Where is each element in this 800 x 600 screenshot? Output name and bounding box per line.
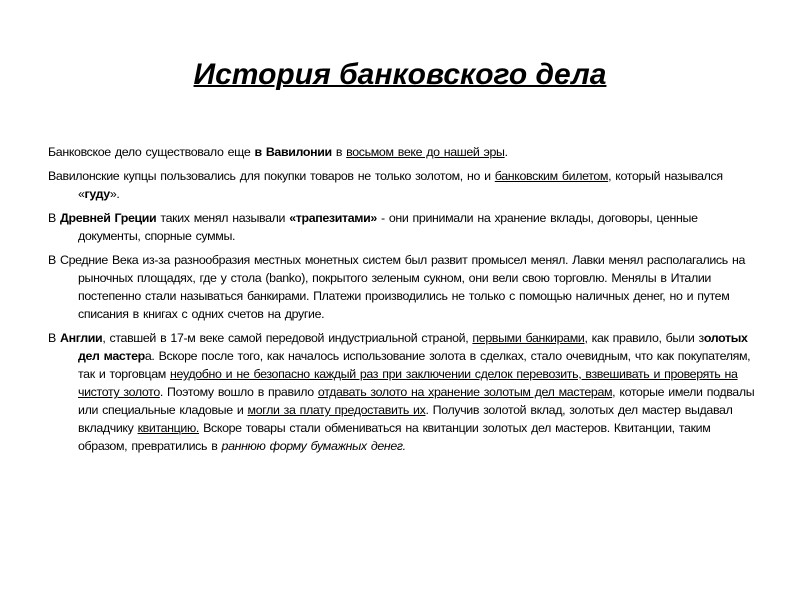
bold-text: гуду [84, 187, 110, 201]
text-run: , которые имели подвалы или специальные кладовые и [78, 385, 755, 417]
paragraph [48, 143, 760, 161]
bold-text: Англии [60, 331, 103, 345]
text-run: . Получив золотой вклад, золотых дел мастер выдавал вкладчику [78, 403, 733, 435]
text-run: Банковское дело существовало еще [48, 145, 255, 159]
text-run: таких менял называли [156, 211, 290, 225]
text-run: В Средние Века из-за разнообразия местных монетных систем был развит промысел менял. Лавки менял располагались на рыночных площадях, где у стола (banko), покрытого зеленым сукном, они вели свою торговлю. Менялы в Италии постепенно стали называться банкирами. Платежи производились не только с помощью наличных денег, но и путем списания в книгах с одних счетов на другие. [48, 253, 745, 321]
underlined-text: первыми банкирами, [472, 331, 588, 345]
page-title: История банковского дела [193, 58, 607, 91]
underlined-text: квитанцию. [137, 421, 200, 435]
text-run: . Поэтому вошло в правило [159, 385, 318, 399]
text-run: Вскоре товары стали обмениваться на квитанции золотых дел мастеров. Квитанции, таким образом, превратились в [78, 421, 711, 453]
underlined-text: банковским билетом [494, 169, 609, 183]
document-body [48, 143, 760, 461]
paragraph [48, 251, 760, 323]
text-run: В [48, 331, 61, 345]
text-run: как правило, были з [587, 331, 704, 345]
bold-text: «трапезитами» [289, 211, 377, 225]
text-run: в [331, 145, 347, 159]
paragraph [48, 167, 760, 203]
text-run: а. Вскоре после того, как началось использование золота в сделках, стало очевидным, что как покупателям, так и торговцам [78, 349, 751, 381]
text-run: . [504, 145, 508, 159]
bold-text: в Вавилонии [254, 145, 332, 159]
text-run: В [48, 211, 61, 225]
paragraph [48, 329, 760, 455]
underlined-text: отдавать золото на хранение золотым дел мастерам [317, 385, 613, 399]
text-run: , ставшей в 17-м веке самой передовой индустриальной страной, [102, 331, 473, 345]
underlined-text: могли за плату предоставить их [247, 403, 426, 417]
text-run: - они принимали на хранение вклады, договоры, ценные документы, спорные суммы. [78, 211, 698, 243]
text-run: ». [109, 187, 120, 201]
text-run: , который назывался « [78, 169, 723, 201]
italic-text: раннюю форму бумажных денег. [221, 439, 406, 453]
bold-text: олотых дел мастер [78, 331, 748, 363]
underlined-text: восьмом веке до нашей эры [346, 145, 505, 159]
bold-text: Древней Греции [60, 211, 157, 225]
underlined-text: неудобно и не безопасно каждый раз при заключении сделок перевозить, взвешивать и проверять на чистоту золото [78, 367, 738, 399]
paragraph [48, 209, 760, 245]
text-run: Вавилонские купцы пользовались для покупки товаров не только золотом, но и [48, 169, 495, 183]
